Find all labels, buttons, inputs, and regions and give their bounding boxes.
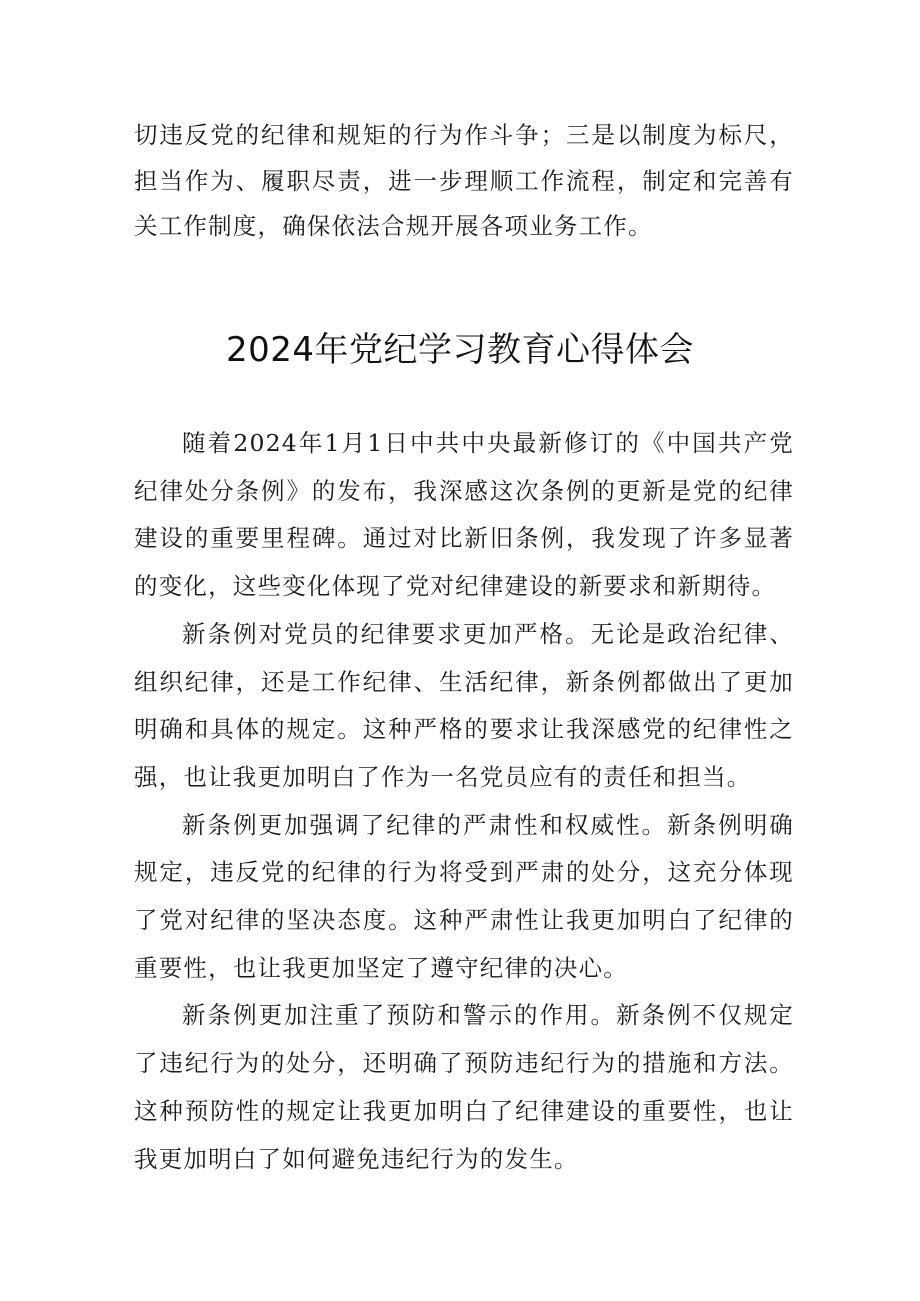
body-paragraph-3: 新条例更加强调了纪律的严肃性和权威性。新条例明确规定，违反党的纪律的行为将受到严肃的处分，这充分体现了党对纪律的坚决态度。这种严肃性让我更加明白了纪律的重要性，也让我更加坚定了遵守纪律的决心。 (134, 810, 794, 982)
document-title: 2024年党纪学习教育心得体会 (225, 330, 695, 370)
body-paragraph-4: 新条例更加注重了预防和警示的作用。新条例不仅规定了违纪行为的处分，还明确了预防违纪行为的措施和方法。这种预防性的规定让我更加明白了纪律建设的重要性，也让我更加明白了如何避免违纪行为的发生。 (134, 1001, 794, 1173)
continuation-section (134, 113, 794, 250)
body-paragraph-1: 随着2024年1月1日中共中央最新修订的《中国共产党纪律处分条例》的发布，我深感这次条例的更新是党的纪律建设的重要里程碑。通过对比新旧条例，我发现了许多显著的变化，这些变化体现了党对纪律建设的新要求和新期待。 (134, 429, 794, 601)
continuation-paragraph: 切违反党的纪律和规矩的行为作斗争；三是以制度为标尺，担当作为、履职尽责，进一步理顺工作流程，制定和完善有关工作制度，确保依法合规开展各项业务工作。 (134, 121, 794, 240)
document-body (134, 420, 794, 1183)
body-paragraph-2: 新条例对党员的纪律要求更加严格。无论是政治纪律、组织纪律，还是工作纪律、生活纪律，新条例都做出了更加明确和具体的规定。这种严格的要求让我深感党的纪律性之强，也让我更加明白了作为一名党员应有的责任和担当。 (134, 619, 794, 791)
